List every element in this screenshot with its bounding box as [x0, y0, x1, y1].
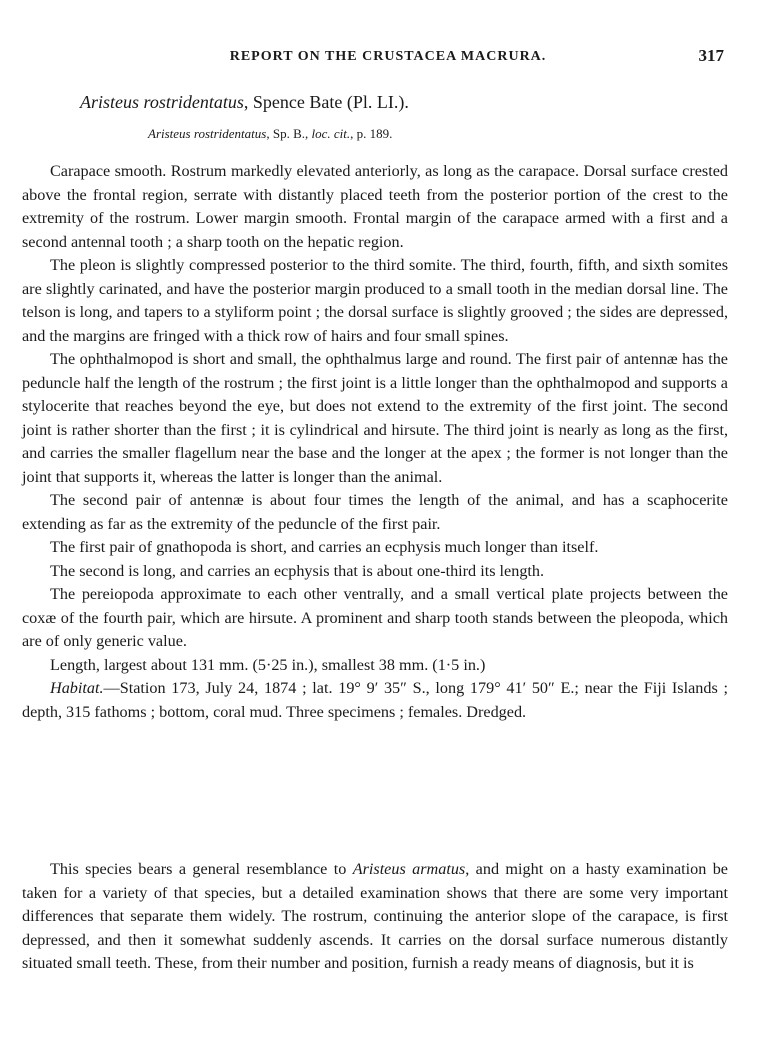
species-authority: , Spence Bate (Pl. LI.). [243, 92, 409, 112]
page-header [0, 44, 776, 70]
remarks-italic-species: Aristeus armatus [352, 860, 466, 878]
synonym-name: Aristeus rostridentatus [148, 126, 267, 141]
synonym-citation-b: , p. 189. [350, 126, 393, 141]
synonymy-line [148, 126, 392, 142]
page-number: 317 [698, 46, 724, 65]
paragraph-habitat [22, 677, 728, 724]
paragraph-remarks [22, 858, 728, 976]
description-block [22, 160, 728, 724]
remarks-text-a: This species bears a general resemblance to [50, 860, 353, 878]
species-heading [80, 92, 740, 113]
paragraph-carapace: Carapace smooth. Rostrum markedly elevated anteriorly, as long as the carapace. Dorsal surface crested above the frontal region, serrate with distantly placed teeth from the posterior portion of the crest to the extremity of the rostrum. Lower margin smooth. Frontal margin of the carapace armed with a first and a second antennal tooth ; a sharp tooth on the hepatic region. [22, 162, 728, 251]
synonym-citation-a: , Sp. B., [266, 126, 312, 141]
remarks-text-b: , and might on a hasty examination be taken for a variety of that species, but a detailed examination shows that there are some very important differences that separate them widely. The rostrum, continuing the anterior slope of the carapace, is first depressed, and then it somewhat suddenly ascends. It carries on the dorsal surface numerous distantly situated small teeth. These, from their number and position, furnish a ready means of diagnosis, but it is [22, 860, 728, 972]
paragraph-second-gnathopoda: The second is long, and carries an ecphysis that is about one-third its length. [50, 561, 545, 580]
paragraph-length: Length, largest about 131 mm. (5·25 in.), smallest 38 mm. (1·5 in.) [50, 655, 486, 674]
habitat-text: —Station 173, July 24, 1874 ; lat. 19° 9′ 35″ S., long 179° 41′ 50″ E.; near the Fiji Islands ; depth, 315 fathoms ; bottom, coral mud. Three specimens ; females. Dredged. [22, 679, 728, 721]
paragraph-first-gnathopoda: The first pair of gnathopoda is short, and carries an ecphysis much longer than itself. [50, 538, 599, 556]
paragraph-pereiopoda: The pereiopoda approximate to each other ventrally, and a small vertical plate projects between the coxæ of the fourth pair, which are hirsute. A prominent and sharp tooth stands between the pleopoda, which are of only generic value. [22, 585, 728, 650]
synonym-citation-italic: loc. cit. [311, 126, 351, 141]
paragraph-ophthalmopod: The ophthalmopod is short and small, the ophthalmus large and round. The first pair of antennæ has the peduncle half the length of the rostrum ; the first joint is a little longer than the ophthalmopod and supports a stylocerite that reaches beyond the eye, but does not extend to the extremity of the first joint. The second joint is rather shorter than the first ; it is cylindrical and hirsute. The third joint is nearly as long as the first, and carries the smaller flagellum near the base and the longer at the apex ; the former is not longer than the joint that supports it, whereas the latter is longer than the animal. [22, 350, 728, 486]
remarks-block [22, 858, 728, 976]
paragraph-second-antennae: The second pair of antennæ is about four times the length of the animal, and has a scaphocerite extending as far as the extremity of the peduncle of the first pair. [22, 491, 728, 533]
species-name: Aristeus rostridentatus [80, 92, 244, 112]
paragraph-pleon: The pleon is slightly compressed posterior to the third somite. The third, fourth, fifth, and sixth somites are slightly carinated, and have the posterior margin produced to a small tooth in the median dorsal line. The telson is long, and tapers to a styliform point ; the dorsal surface is slightly grooved ; the sides are depressed, and the margins are fringed with a thick row of hairs and four small spines. [22, 256, 728, 345]
habitat-label: Habitat. [50, 679, 104, 697]
running-head: REPORT ON THE CRUSTACEA MACRURA. [229, 49, 547, 64]
